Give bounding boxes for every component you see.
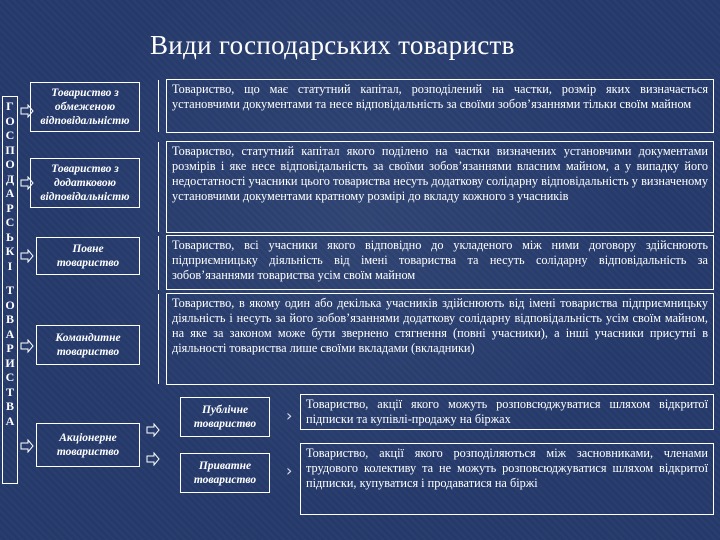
type-joint-stock: Акціонерне товариство [36,423,140,467]
vertical-letter: С [5,128,15,142]
vertical-letter: Ь [6,229,14,244]
vertical-letter: С [5,215,15,229]
arrow-right-icon [20,249,34,263]
vertical-letter: К [5,244,15,258]
vertical-label [2,96,18,484]
type-private: Приватне товариство [180,453,270,493]
bracket [158,294,164,384]
type-additional-liability: Товариство з додатковою відповідальністю [30,158,140,208]
description-full-partnership: Товариство, всі учасники якого відповідно до укладеного між ними договору здійснюють підприємницьку діяльність від імені товариства та несуть солідарну відповідальність за зобов’язаннями товариства усім своїм майном [166,235,714,290]
description-public: Товариство, акції якого можуть розповсюджуватися шляхом відкритої підписки та купівлі-продажу на біржах [300,394,714,430]
vertical-letter: П [5,142,15,157]
arrow-right-icon [146,423,160,437]
bracket [158,80,164,132]
chevron-right-icon: › [286,461,293,480]
description-limited-partnership: Товариство, в якому один або декілька учасників здійснюють від імені товариства підприємницьку діяльність і несуть за його зобов’язаннями додаткову солідарну відповідальність усім своїм майном, на яке за законом може бути звернено стягнення (повні учасники), а інші учасники присутні в діяльності товариства лише своїми вкладами (вкладники) [166,293,714,385]
vertical-letter: Т [5,384,14,399]
arrow-right-icon [146,452,160,466]
type-full-partnership: Повне товариство [36,237,140,275]
vertical-letter: В [5,312,14,326]
vertical-letter: О [5,297,15,312]
vertical-letter: Р [6,200,14,215]
vertical-letter: А [5,186,15,200]
page-title: Види господарських товариств [150,30,515,60]
vertical-letter: Т [5,283,14,297]
arrow-right-icon [20,439,34,453]
vertical-letter: С [5,370,15,384]
description-additional-liability: Товариство, статутний капітал якого поділено на частки визначених установчими документами розмірів і яке несе відповідальність за своїми зобов’язаннями власним майном, а у випадку його недостатності учасники цього товариства несуть додаткову солідарну відповідальність у визначеному установчими документами кратному розмірі до вкладу кожного з учасників [166,141,714,233]
vertical-letter: Д [5,171,15,186]
vertical-letter: О [5,113,15,128]
vertical-letter: І [7,258,13,273]
chevron-right-icon: › [286,406,293,425]
type-limited-liability: Товариство з обмеженою відповідальністю [30,82,140,132]
vertical-letter: Г [6,99,14,113]
vertical-letter: В [5,399,14,413]
type-public: Публічне товариство [180,397,270,437]
vertical-letter: И [5,355,15,370]
vertical-letter: О [5,157,15,171]
vertical-letter: Р [6,341,14,355]
bracket [158,236,164,290]
description-limited-liability: Товариство, що має статутний капітал, розподілений на частки, розмір яких визначається установчими документами та несе відповідальність за своїми зобов’язаннями тільки своїм майном [166,79,714,133]
vertical-letter: А [5,413,15,428]
vertical-letter: А [5,326,15,341]
type-limited-partnership: Командитне товариство [36,325,140,365]
description-private: Товариство, акції якого розподіляються між засновниками, членами трудового колективу та не можуть розповсюджуватися шляхом відкритої підписки, купуватися і продаватися на біржі [300,443,714,515]
arrow-right-icon [20,339,34,353]
bracket [158,142,164,232]
